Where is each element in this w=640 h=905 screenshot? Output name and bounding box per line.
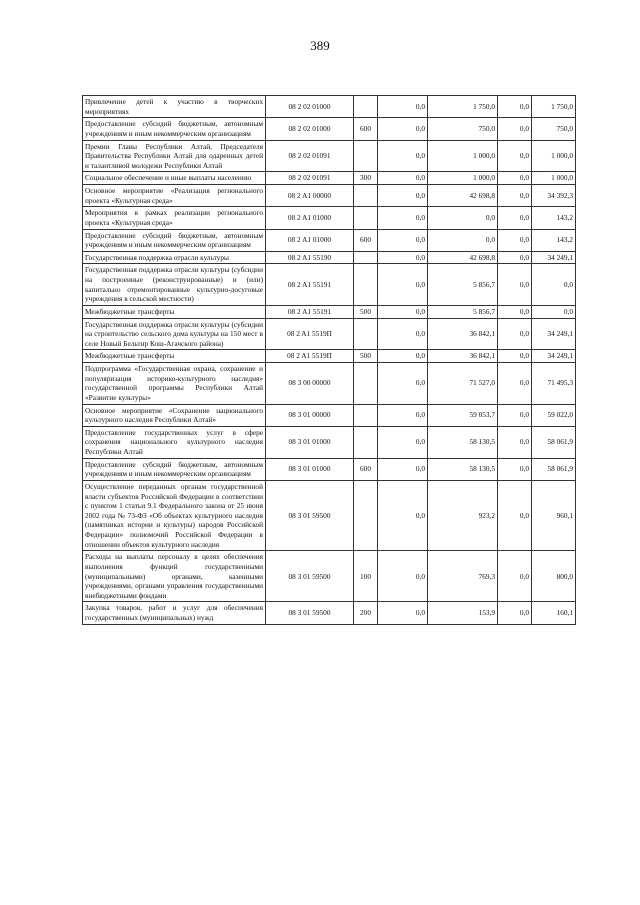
page-number: 389	[310, 38, 330, 53]
row-expense-type	[354, 480, 378, 550]
row-value-1: 0,0	[378, 140, 428, 172]
row-name: Межбюджетные трансферты	[83, 305, 266, 318]
row-code: 08 3 01 59500	[266, 551, 354, 602]
row-code: 08 2 A1 01000	[266, 229, 354, 251]
row-value-4: 58 061,9	[532, 426, 576, 458]
row-value-2: 750,0	[428, 118, 498, 140]
table-row	[83, 458, 576, 480]
row-expense-type: 200	[354, 602, 378, 624]
row-value-4: 34 249,1	[532, 318, 576, 350]
row-code: 08 2 A1 55191	[266, 264, 354, 306]
row-code: 08 2 A1 00000	[266, 185, 354, 207]
row-value-1: 0,0	[378, 172, 428, 185]
row-expense-type	[354, 140, 378, 172]
row-value-2: 42 698,8	[428, 251, 498, 264]
row-name: Подпрограмма «Государственная охрана, сохранение и популяризация историко-культурного наследия» государственной программы Республики Алтай «Развитие культуры»	[83, 363, 266, 405]
row-code: 08 2 A1 5519П	[266, 350, 354, 363]
row-expense-type: 600	[354, 118, 378, 140]
row-name: Премии Главы Республики Алтай, Председателя Правительства Республики Алтай для одаренных детей и талантливой молодежи Республики Алтай	[83, 140, 266, 172]
row-code: 08 2 02 01091	[266, 140, 354, 172]
table-row	[83, 140, 576, 172]
table-row	[83, 426, 576, 458]
row-value-4: 160,1	[532, 602, 576, 624]
row-value-4: 59 022,0	[532, 404, 576, 426]
row-value-3: 0,0	[498, 207, 532, 229]
row-name: Предоставление субсидий бюджетным, автономным учреждениям и иным некоммерческим организациям	[83, 229, 266, 251]
row-value-2: 1 750,0	[428, 96, 498, 118]
row-value-4: 1 750,0	[532, 96, 576, 118]
row-value-3: 0,0	[498, 602, 532, 624]
row-value-3: 0,0	[498, 551, 532, 602]
row-name: Предоставление государственных услуг в сфере сохранения национального культурного наследия Республики Алтай	[83, 426, 266, 458]
row-value-1: 0,0	[378, 404, 428, 426]
row-value-1: 0,0	[378, 363, 428, 405]
table-row	[83, 318, 576, 350]
row-expense-type: 500	[354, 350, 378, 363]
row-value-1: 0,0	[378, 207, 428, 229]
row-value-2: 71 527,0	[428, 363, 498, 405]
row-code: 08 2 A1 5519П	[266, 318, 354, 350]
row-value-4: 0,0	[532, 264, 576, 306]
row-value-3: 0,0	[498, 350, 532, 363]
row-value-3: 0,0	[498, 363, 532, 405]
row-value-4: 34 249,1	[532, 350, 576, 363]
row-code: 08 2 02 01091	[266, 172, 354, 185]
row-value-2: 36 842,1	[428, 318, 498, 350]
row-value-2: 923,2	[428, 480, 498, 550]
row-value-4: 143,2	[532, 229, 576, 251]
table-row	[83, 172, 576, 185]
row-value-3: 0,0	[498, 404, 532, 426]
row-value-2: 59 053,7	[428, 404, 498, 426]
row-value-1: 0,0	[378, 251, 428, 264]
table-row	[83, 118, 576, 140]
row-code: 08 3 00 00000	[266, 363, 354, 405]
row-value-3: 0,0	[498, 426, 532, 458]
row-value-2: 1 000,0	[428, 172, 498, 185]
table-row	[83, 185, 576, 207]
row-code: 08 3 01 01000	[266, 426, 354, 458]
table-row	[83, 404, 576, 426]
row-expense-type	[354, 426, 378, 458]
row-value-4: 800,0	[532, 551, 576, 602]
row-expense-type	[354, 363, 378, 405]
table-row	[83, 363, 576, 405]
row-value-2: 769,3	[428, 551, 498, 602]
row-name: Предоставление субсидий бюджетным, автономным учреждениям и иным некоммерческим организациям	[83, 458, 266, 480]
row-name: Межбюджетные трансферты	[83, 350, 266, 363]
row-value-2: 153,9	[428, 602, 498, 624]
row-value-2: 42 698,8	[428, 185, 498, 207]
row-value-3: 0,0	[498, 185, 532, 207]
row-value-3: 0,0	[498, 96, 532, 118]
row-name: Государственная поддержка отрасли культуры (субсидии на строительство сельского дома культуры на 150 мест в селе Новый Бельтир Кош-Агачского района)	[83, 318, 266, 350]
row-code: 08 2 A1 01000	[266, 207, 354, 229]
row-value-4: 750,0	[532, 118, 576, 140]
budget-table	[82, 95, 576, 625]
row-value-1: 0,0	[378, 264, 428, 306]
row-expense-type: 500	[354, 305, 378, 318]
row-name: Социальное обеспечение и иные выплаты населению	[83, 172, 266, 185]
row-name: Привлечение детей к участию в творческих мероприятиях	[83, 96, 266, 118]
row-name: Осуществление переданных органам государственной власти субъектов Российской Федерации в соответствии с пунктом 1 статьи 9.1 Федерального закона от 25 июня 2002 года № 73-ФЗ «Об объектах культурного наследия (памятниках истории и культуры) народов Российской Федерации» полномочий Российской Федерации в отношении объектов культурного наследия	[83, 480, 266, 550]
row-value-4: 34 392,3	[532, 185, 576, 207]
row-name: Государственная поддержка отрасли культуры	[83, 251, 266, 264]
table-row	[83, 551, 576, 602]
row-value-3: 0,0	[498, 305, 532, 318]
row-name: Мероприятия в рамках реализации регионального проекта «Культурная среда»	[83, 207, 266, 229]
row-value-1: 0,0	[378, 229, 428, 251]
row-value-3: 0,0	[498, 318, 532, 350]
table-row	[83, 350, 576, 363]
row-value-4: 71 495,3	[532, 363, 576, 405]
row-value-1: 0,0	[378, 551, 428, 602]
row-value-4: 960,1	[532, 480, 576, 550]
row-value-1: 0,0	[378, 318, 428, 350]
row-value-1: 0,0	[378, 350, 428, 363]
row-value-2: 0,0	[428, 207, 498, 229]
row-expense-type: 300	[354, 172, 378, 185]
table-row	[83, 480, 576, 550]
row-expense-type	[354, 251, 378, 264]
row-value-3: 0,0	[498, 251, 532, 264]
row-name: Основное мероприятие «Сохранение национального культурного наследия Республики Алтай»	[83, 404, 266, 426]
row-value-4: 1 000,0	[532, 140, 576, 172]
row-value-4: 143,2	[532, 207, 576, 229]
row-value-4: 34 249,1	[532, 251, 576, 264]
row-value-3: 0,0	[498, 264, 532, 306]
table-body	[83, 96, 576, 625]
row-value-1: 0,0	[378, 118, 428, 140]
row-value-2: 0,0	[428, 229, 498, 251]
row-expense-type	[354, 404, 378, 426]
row-value-3: 0,0	[498, 140, 532, 172]
table-row	[83, 96, 576, 118]
table-row	[83, 264, 576, 306]
row-value-3: 0,0	[498, 172, 532, 185]
row-code: 08 2 02 01000	[266, 118, 354, 140]
table-row	[83, 305, 576, 318]
row-value-2: 58 130,5	[428, 458, 498, 480]
row-expense-type	[354, 264, 378, 306]
row-value-3: 0,0	[498, 118, 532, 140]
table-row	[83, 602, 576, 624]
row-value-1: 0,0	[378, 96, 428, 118]
row-expense-type	[354, 207, 378, 229]
row-value-1: 0,0	[378, 426, 428, 458]
row-name: Предоставление субсидий бюджетным, автономным учреждениям и иным некоммерческим организациям	[83, 118, 266, 140]
row-expense-type	[354, 96, 378, 118]
row-name: Расходы на выплаты персоналу в целях обеспечения выполнения функций государственными (муниципальными) органами, казенными учреждениями, органами управления государственными внебюджетными фондами	[83, 551, 266, 602]
row-value-4: 0,0	[532, 305, 576, 318]
row-value-1: 0,0	[378, 185, 428, 207]
row-code: 08 2 02 01000	[266, 96, 354, 118]
row-code: 08 3 01 01000	[266, 458, 354, 480]
row-expense-type: 100	[354, 551, 378, 602]
table-row	[83, 229, 576, 251]
row-value-2: 5 856,7	[428, 305, 498, 318]
row-value-4: 58 061,9	[532, 458, 576, 480]
table-row	[83, 251, 576, 264]
row-value-1: 0,0	[378, 480, 428, 550]
row-value-3: 0,0	[498, 229, 532, 251]
row-code: 08 2 A1 55190	[266, 251, 354, 264]
row-expense-type: 600	[354, 229, 378, 251]
row-name: Государственная поддержка отрасли культуры (субсидии на построенные (реконструированные) и (или) капитально отремонтированные культурно-досуговые учреждения в сельской местности)	[83, 264, 266, 306]
table-row	[83, 207, 576, 229]
row-code: 08 3 01 59500	[266, 602, 354, 624]
row-value-2: 58 130,5	[428, 426, 498, 458]
row-value-4: 1 000,0	[532, 172, 576, 185]
row-name: Основное мероприятие «Реализация регионального проекта «Культурная среда»	[83, 185, 266, 207]
row-value-3: 0,0	[498, 480, 532, 550]
row-value-1: 0,0	[378, 305, 428, 318]
row-expense-type	[354, 185, 378, 207]
row-code: 08 3 01 00000	[266, 404, 354, 426]
row-expense-type	[354, 318, 378, 350]
row-value-1: 0,0	[378, 458, 428, 480]
row-value-2: 1 000,0	[428, 140, 498, 172]
row-code: 08 2 A1 55191	[266, 305, 354, 318]
row-expense-type: 600	[354, 458, 378, 480]
row-value-2: 36 842,1	[428, 350, 498, 363]
row-value-3: 0,0	[498, 458, 532, 480]
row-value-2: 5 856,7	[428, 264, 498, 306]
row-value-1: 0,0	[378, 602, 428, 624]
row-name: Закупка товаров, работ и услуг для обеспечения государственных (муниципальных) нужд	[83, 602, 266, 624]
row-code: 08 3 01 59500	[266, 480, 354, 550]
